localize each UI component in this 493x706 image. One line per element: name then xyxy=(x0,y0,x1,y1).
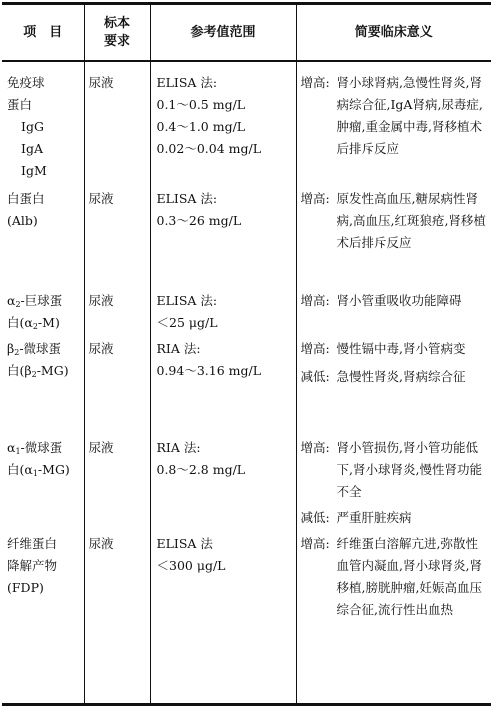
meaning-entry xyxy=(301,507,490,529)
clinical-meaning xyxy=(296,433,491,529)
range-line: RIA 法: xyxy=(156,440,201,455)
clinical-meaning xyxy=(296,529,491,704)
entry-text: 肾小球肾病,急慢性肾炎,肾病综合征,IgA肾病,尿毒症,肿瘤,重金属中毒,肾移植术后排斥反应 xyxy=(336,75,483,156)
meaning-entry xyxy=(301,366,490,388)
name-text: -微球蛋 xyxy=(20,440,63,455)
name-text: -M) xyxy=(37,315,60,330)
item-name-line: (FDP) xyxy=(7,580,44,595)
clinical-meaning xyxy=(296,61,491,182)
specimen: 尿液 xyxy=(84,529,150,704)
entry-text: 肾小管损伤,肾小管功能低下,肾小球肾炎,慢性肾功能不全 xyxy=(336,440,482,499)
entry-label: 增高: xyxy=(300,191,330,206)
clinical-meaning xyxy=(296,286,491,338)
meaning-entry xyxy=(301,338,490,360)
item-name-line xyxy=(7,459,84,481)
entry-label: 增高: xyxy=(300,293,330,308)
name-subscript: 1 xyxy=(32,469,38,478)
header-specimen-line2: 要求 xyxy=(103,33,130,49)
specimen: 尿液 xyxy=(84,338,150,433)
range-line: 0.3～26 mg/L xyxy=(156,213,242,228)
name-subscript: 2 xyxy=(31,370,37,379)
entry-label: 增高: xyxy=(300,440,330,455)
name-subscript: 2 xyxy=(15,300,21,309)
entry-text: 肾小管重吸收功能障碍 xyxy=(336,293,462,308)
header-specimen-line1: 标本 xyxy=(103,15,130,31)
sub-item: IgA xyxy=(21,141,43,156)
table-row xyxy=(2,61,491,182)
reference-range xyxy=(150,61,296,182)
meaning-entry xyxy=(301,188,490,254)
name-text: 白(β xyxy=(7,363,32,378)
entry-text: 原发性高血压,糖尿病性肾病,高血压,红斑狼疮,肾移植术后排斥反应 xyxy=(336,191,486,250)
table-row xyxy=(2,529,491,704)
reference-range xyxy=(150,286,296,338)
sub-item: IgG xyxy=(21,119,44,134)
specimen: 尿液 xyxy=(84,433,150,529)
reference-table xyxy=(2,2,491,706)
entry-text: 慢性镉中毒,肾小管病变 xyxy=(336,341,466,356)
specimen: 尿液 xyxy=(84,182,150,286)
entry-text: 急慢性肾炎,肾病综合征 xyxy=(336,369,466,384)
reference-range xyxy=(150,433,296,529)
meaning-entry xyxy=(301,72,490,160)
table-row xyxy=(2,286,491,338)
name-text: -巨球蛋 xyxy=(20,293,63,308)
range-line: 0.8～2.8 mg/L xyxy=(156,462,246,477)
range-line: ＜25 μg/L xyxy=(156,315,218,330)
item-name xyxy=(2,338,84,433)
meaning-entry xyxy=(301,290,490,312)
item-name-line: 纤维蛋白 xyxy=(7,536,58,551)
range-line: 0.02～0.04 mg/L xyxy=(156,141,262,156)
name-text: 白(α xyxy=(7,315,33,330)
meaning-entry xyxy=(301,533,490,621)
item-name-line: (Alb) xyxy=(7,213,38,228)
reference-range xyxy=(150,182,296,286)
clinical-meaning xyxy=(296,182,491,286)
name-subscript: 2 xyxy=(14,348,20,357)
header-meaning: 简要临床意义 xyxy=(296,4,491,62)
specimen: 尿液 xyxy=(84,286,150,338)
name-greek: α xyxy=(7,440,16,455)
clinical-meaning xyxy=(296,338,491,433)
item-name-line xyxy=(7,290,84,312)
item-name-line xyxy=(7,437,84,459)
item-name-line: 蛋白 xyxy=(7,97,33,112)
name-greek: β xyxy=(7,341,15,356)
header-item: 项 目 xyxy=(2,4,84,62)
range-line: ELISA 法 xyxy=(156,536,213,551)
range-line: ELISA 法: xyxy=(156,191,218,206)
item-name-line: 免疫球 xyxy=(7,75,45,90)
entry-text: 纤维蛋白溶解亢进,弥散性血管内凝血,肾小球肾炎,肾移植,膀胱肿瘤,妊娠高血压综合征,流行性出血热 xyxy=(336,536,482,617)
sub-item: IgM xyxy=(21,163,47,178)
table-row xyxy=(2,338,491,433)
item-name-line xyxy=(7,312,84,334)
name-text: 白(α xyxy=(7,462,33,477)
item-name-line xyxy=(7,360,84,382)
header-specimen xyxy=(84,4,150,62)
item-name xyxy=(2,433,84,529)
item-name xyxy=(2,286,84,338)
name-greek: α xyxy=(7,293,16,308)
range-line: ELISA 法: xyxy=(156,293,218,308)
item-name xyxy=(2,61,84,182)
range-line: ＜300 μg/L xyxy=(156,558,226,573)
specimen: 尿液 xyxy=(84,61,150,182)
item-name xyxy=(2,529,84,704)
name-text: -MG) xyxy=(36,363,69,378)
item-name-line: 白蛋白 xyxy=(7,191,45,206)
meaning-entry xyxy=(301,437,490,503)
entry-label: 减低: xyxy=(300,510,330,525)
range-line: 0.1～0.5 mg/L xyxy=(156,97,246,112)
reference-range xyxy=(150,338,296,433)
item-name-line: 降解产物 xyxy=(7,558,58,573)
header-row xyxy=(2,4,491,62)
header-range: 参考值范围 xyxy=(150,4,296,62)
range-line: 0.4～1.0 mg/L xyxy=(156,119,246,134)
entry-label: 增高: xyxy=(300,341,330,356)
entry-label: 减低: xyxy=(300,369,330,384)
entry-label: 增高: xyxy=(300,536,330,551)
reference-range xyxy=(150,529,296,704)
range-line: RIA 法: xyxy=(156,341,201,356)
entry-text: 严重肝脏疾病 xyxy=(336,510,412,525)
name-subscript: 2 xyxy=(32,322,38,331)
item-name-line xyxy=(7,338,84,360)
name-text: -MG) xyxy=(37,462,70,477)
entry-label: 增高: xyxy=(300,75,330,90)
table-row xyxy=(2,182,491,286)
item-name xyxy=(2,182,84,286)
range-line: 0.94～3.16 mg/L xyxy=(156,363,262,378)
table-row xyxy=(2,433,491,529)
name-text: -微球蛋 xyxy=(19,341,62,356)
range-line: ELISA 法: xyxy=(156,75,218,90)
name-subscript: 1 xyxy=(15,447,21,456)
